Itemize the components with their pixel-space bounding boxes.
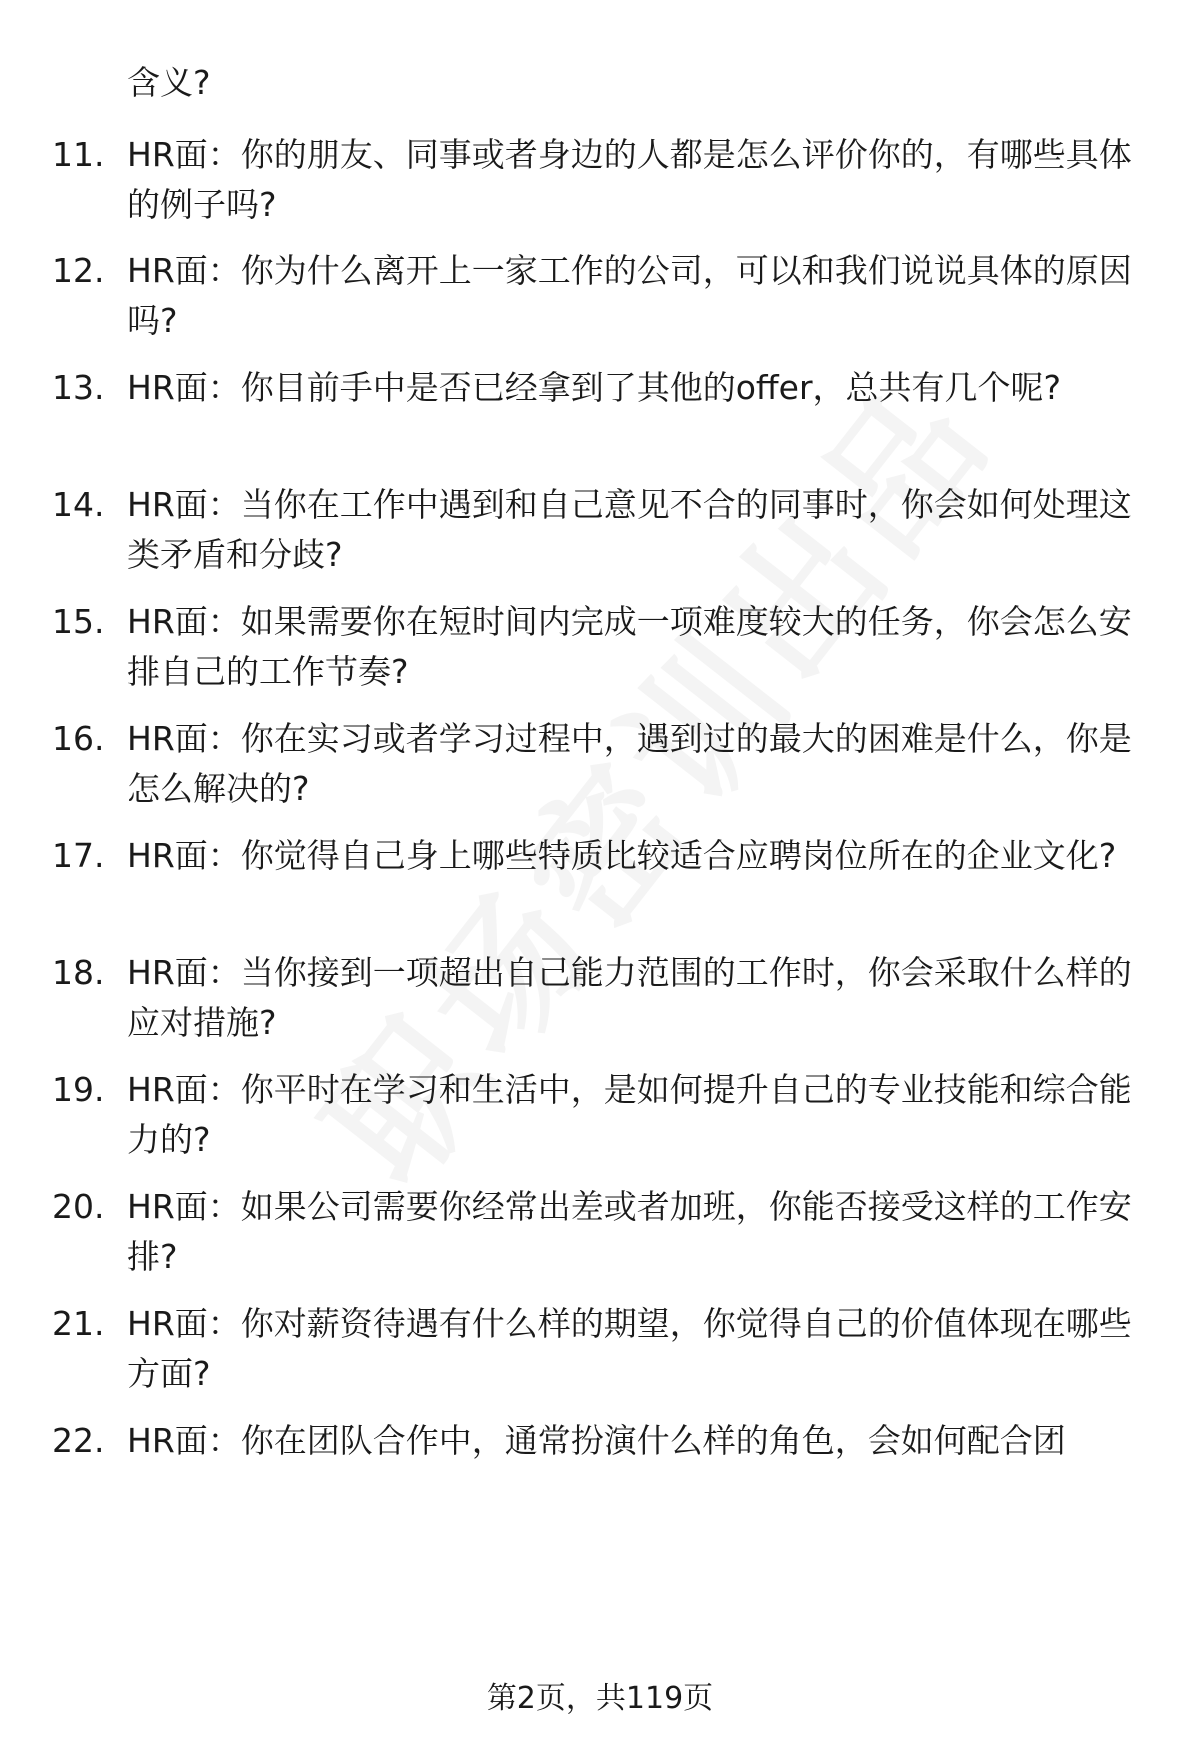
question-number: 22. xyxy=(52,1421,105,1460)
question-text: HR面：你的朋友、同事或者身边的人都是怎么评价你的，有哪些具体的例子吗? xyxy=(127,135,1132,224)
question-number: 15. xyxy=(52,602,105,641)
question-text: HR面：你在团队合作中，通常扮演什么样的角色，会如何配合团 xyxy=(127,1421,1066,1460)
question-number: 13. xyxy=(52,368,105,407)
question-text: HR面：你为什么离开上一家工作的公司，可以和我们说说具体的原因吗? xyxy=(127,251,1132,340)
question-number: 16. xyxy=(52,719,105,758)
question-number: 14. xyxy=(52,485,105,524)
question-text: HR面：你对薪资待遇有什么样的期望，你觉得自己的价值体现在哪些方面? xyxy=(127,1304,1132,1393)
question-number: 11. xyxy=(52,135,105,174)
question-number: 19. xyxy=(52,1070,105,1109)
question-text: HR面：你平时在学习和生活中，是如何提升自己的专业技能和综合能力的? xyxy=(127,1070,1132,1159)
question-number: 20. xyxy=(52,1187,105,1226)
continued-question-text: 含义? xyxy=(127,63,211,102)
question-text: HR面：你目前手中是否已经拿到了其他的offer，总共有几个呢? xyxy=(127,368,1062,407)
question-text: HR面：如果公司需要你经常出差或者加班，你能否接受这样的工作安排? xyxy=(127,1187,1132,1276)
question-text: HR面：当你在工作中遇到和自己意见不合的同事时，你会如何处理这类矛盾和分歧? xyxy=(127,485,1132,574)
question-text: HR面：你在实习或者学习过程中，遇到过的最大的困难是什么，你是怎么解决的? xyxy=(127,719,1132,808)
page-footer: 第2页，共119页 xyxy=(486,1681,714,1716)
question-text: HR面：当你接到一项超出自己能力范围的工作时，你会采取什么样的应对措施? xyxy=(127,953,1132,1042)
question-text: HR面：如果需要你在短时间内完成一项难度较大的任务，你会怎么安排自己的工作节奏? xyxy=(127,602,1132,691)
question-number: 18. xyxy=(52,953,105,992)
question-number: 17. xyxy=(52,836,105,875)
question-text: HR面：你觉得自己身上哪些特质比较适合应聘岗位所在的企业文化? xyxy=(127,836,1117,875)
question-number: 21. xyxy=(52,1304,105,1343)
question-number: 12. xyxy=(52,251,105,290)
